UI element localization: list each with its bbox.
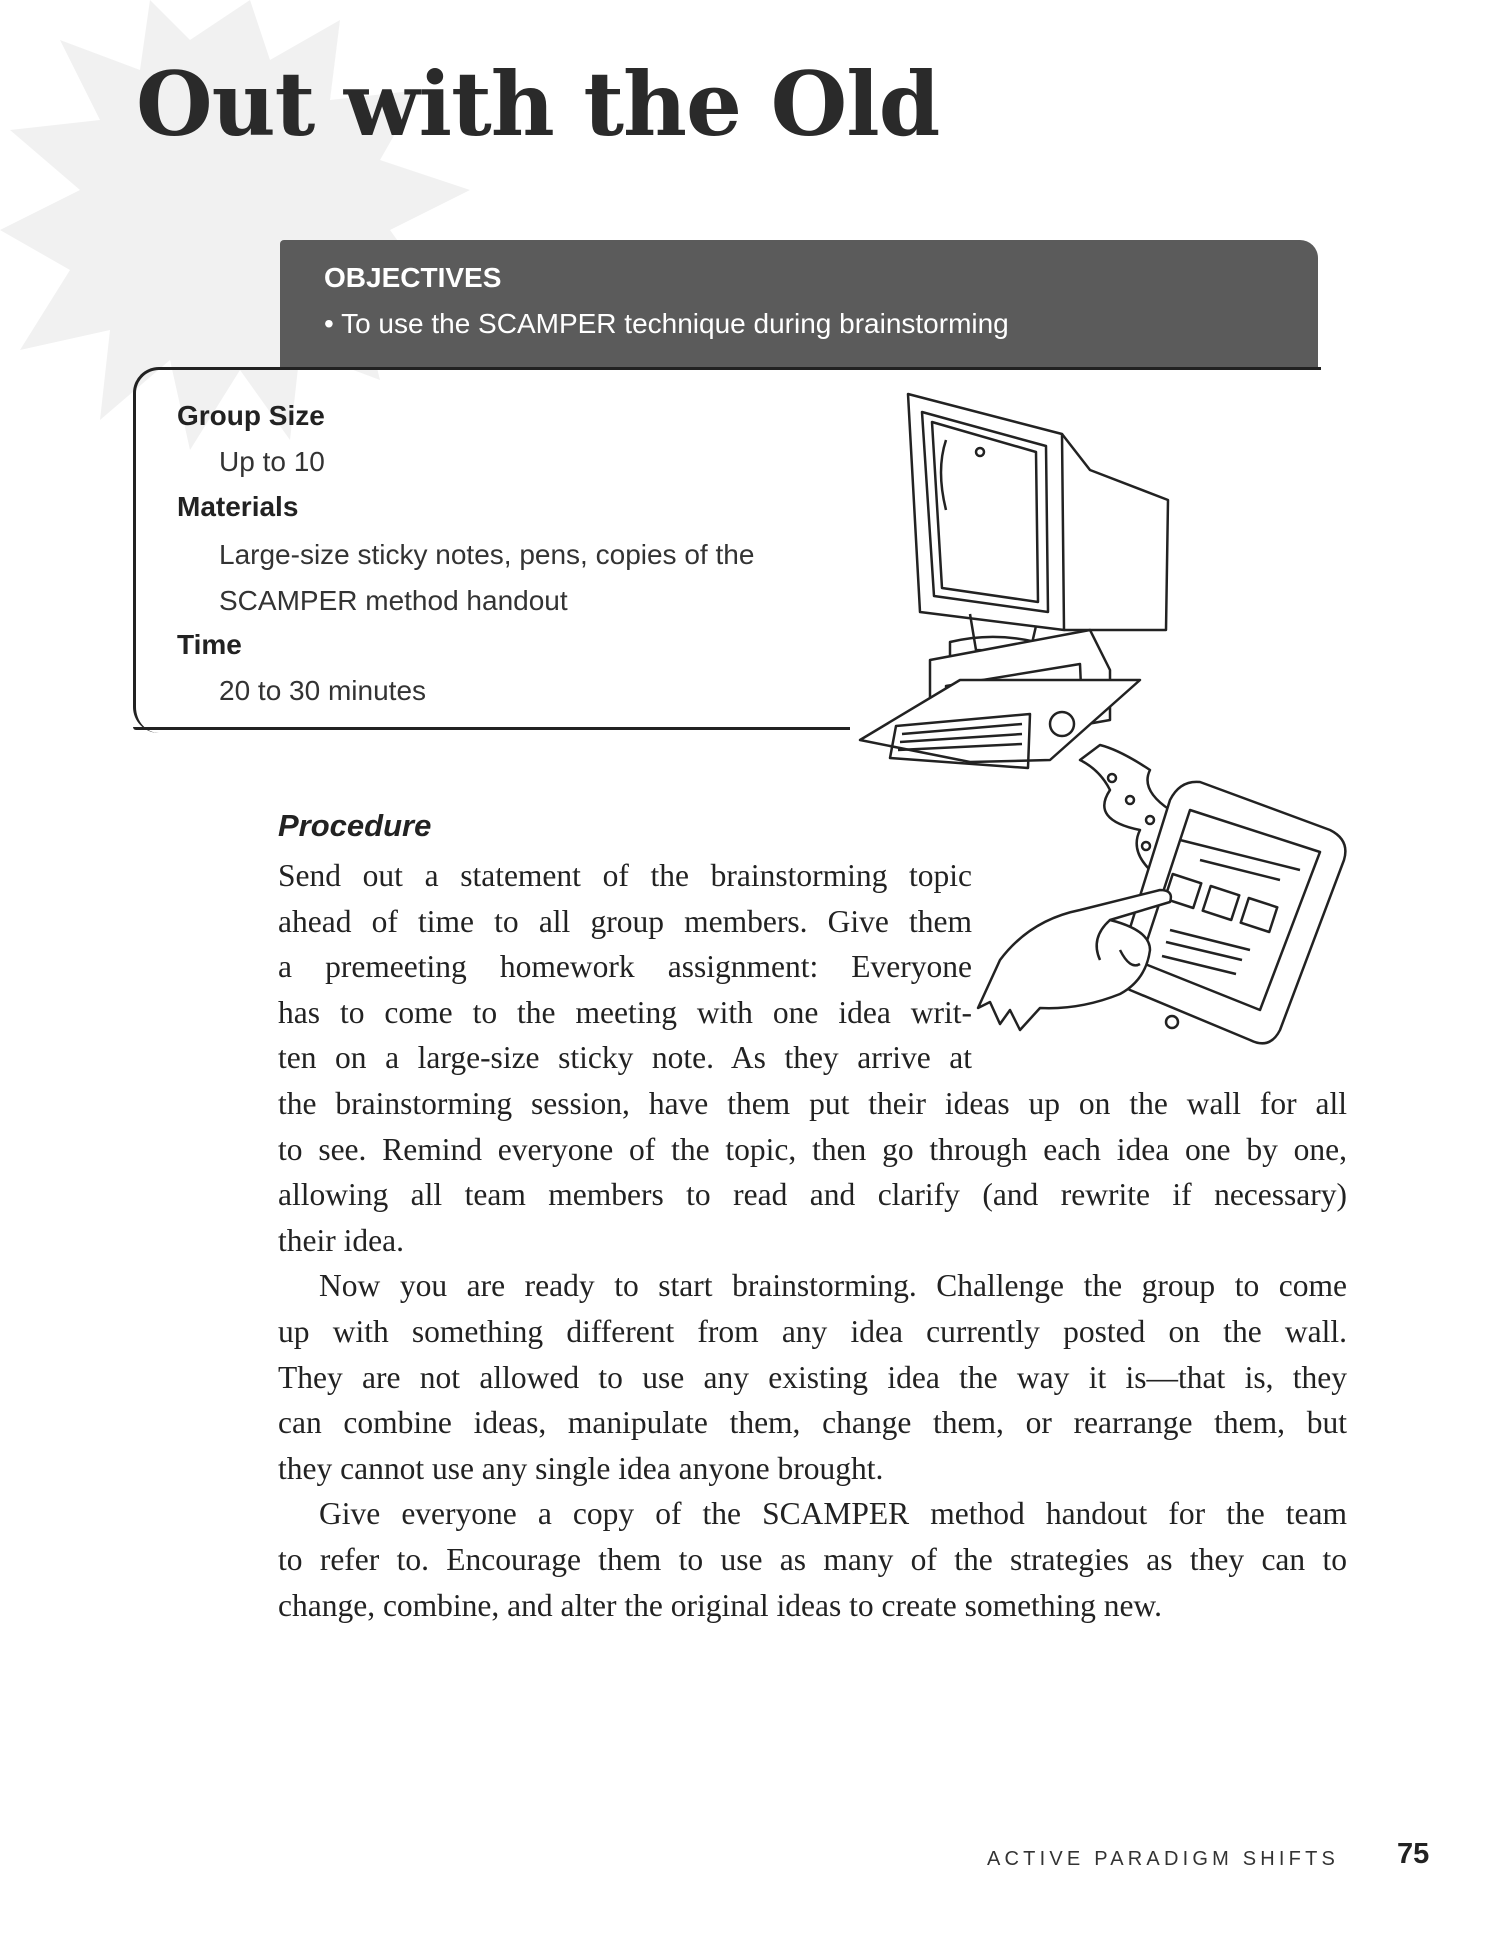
body-line: to see. Remind everyone of the topic, then go through each idea one by one, <box>278 1131 1347 1167</box>
body-line: a premeeting homework assignment: Everyone <box>278 949 972 985</box>
page-number: 75 <box>1397 1838 1430 1870</box>
body-line: up with something different from any idea currently posted on the wall. <box>278 1313 1347 1349</box>
objective-item: • To use the SCAMPER technique during brainstorming <box>324 308 1009 339</box>
objectives-box <box>280 240 1318 370</box>
body-line: ahead of time to all group members. Give them <box>278 903 972 939</box>
time-label: Time <box>177 629 242 660</box>
body-line: can combine ideas, manipulate them, change them, or rearrange them, but <box>278 1405 1347 1441</box>
materials-value-line: SCAMPER method handout <box>219 585 568 616</box>
body-line: allowing all team members to read and clarify (and rewrite if necessary) <box>278 1177 1347 1213</box>
body-line: change, combine, and alter the original ideas to create something new. <box>278 1587 1162 1623</box>
body-line: to refer to. Encourage them to use as many of the strategies as they can to <box>278 1541 1347 1577</box>
body-line: their idea. <box>278 1222 404 1258</box>
body-line: Now you are ready to start brainstorming. Challenge the group to come <box>319 1268 1347 1304</box>
body-line: has to come to the meeting with one idea writ- <box>278 994 972 1030</box>
info-box-bottom-border <box>133 727 850 730</box>
body-line: ten on a large-size sticky note. As they arrive at <box>278 1040 972 1076</box>
group-size-label: Group Size <box>177 400 325 431</box>
time-value: 20 to 30 minutes <box>219 675 427 706</box>
materials-label: Materials <box>177 491 299 522</box>
procedure-heading: Procedure <box>278 808 432 843</box>
body-line: they cannot use any single idea anyone brought. <box>278 1450 884 1486</box>
group-size-value: Up to 10 <box>219 446 325 477</box>
running-footer-title: ACTIVE PARADIGM SHIFTS <box>987 1848 1340 1870</box>
body-line: Send out a statement of the brainstorming topic <box>278 858 972 893</box>
body-line: They are not allowed to use any existing idea the way it is—that is, they <box>278 1359 1347 1395</box>
body-line: Give everyone a copy of the SCAMPER method handout for the team <box>319 1496 1347 1532</box>
materials-value-line: Large-size sticky notes, pens, copies of the <box>219 539 755 570</box>
page-title: Out with the Old <box>136 52 940 156</box>
objectives-heading: OBJECTIVES <box>324 262 502 293</box>
body-line: the brainstorming session, have them put their ideas up on the wall for all <box>278 1085 1347 1121</box>
procedure-body <box>278 853 1347 1628</box>
